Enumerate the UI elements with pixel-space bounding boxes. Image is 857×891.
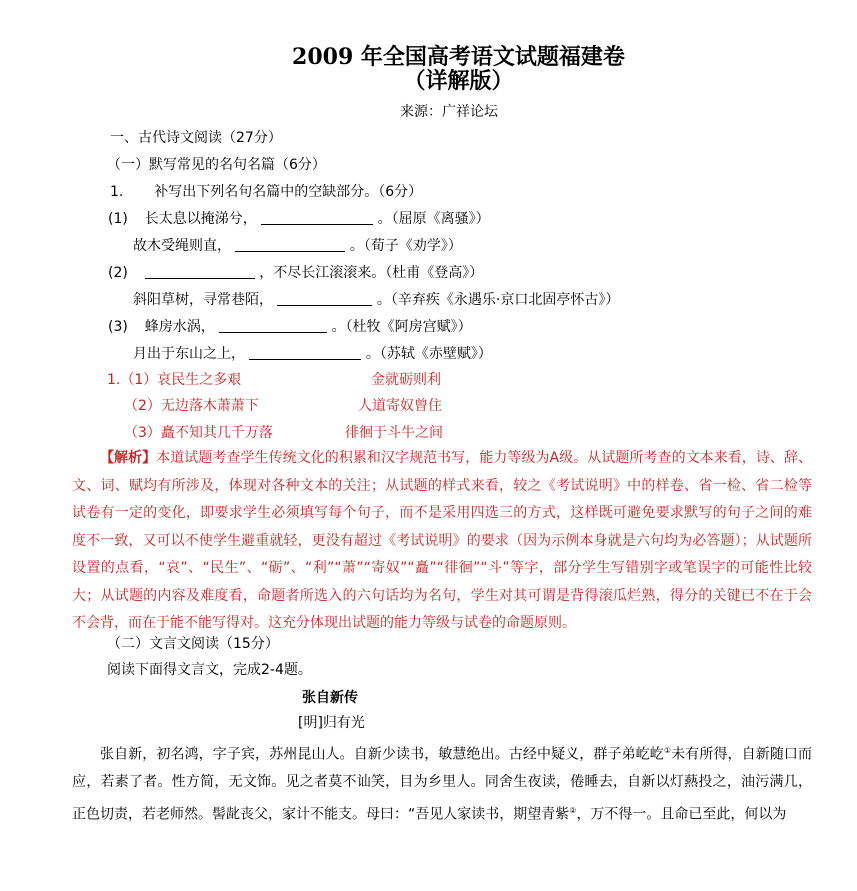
item-prefix: 月出于东山之上，	[133, 346, 245, 362]
answer-b: 金就砺则利	[371, 372, 441, 388]
answer-label: 1.（1）	[107, 372, 158, 388]
question-number: 1.	[110, 184, 124, 200]
section-heading: 一、古代诗文阅读（27分）	[110, 130, 282, 146]
answer-a: 哀民生之多艰	[157, 372, 242, 388]
part-intro: 阅读下面得文言文，完成2-4题。	[107, 662, 312, 678]
passage-text: 未有所得，自新随口而应，若素了者。性方简，无文饰。见之者莫不讪笑，目为乡里人。同舍生夜读，倦睡去，自新以灯爇投之，油污满几，正色切责，若老师然。髻龀丧父，家计不能支。母曰：“吾见人家读书，期望青紫	[72, 746, 813, 823]
item-suffix: 。（屈原《离骚》）	[377, 211, 490, 227]
answer-label: （2）	[124, 398, 161, 414]
answer-blank[interactable]	[277, 291, 372, 306]
part-heading: （一）默写常见的名句名篇（6分）	[107, 157, 326, 173]
fill-item	[108, 209, 490, 229]
item-label: (3)	[108, 319, 128, 335]
source-line: 来源：广祥论坛	[400, 104, 498, 120]
item-prefix: 斜阳草树，寻常巷陌，	[133, 292, 273, 308]
document-subtitle: （详解版）	[403, 68, 514, 94]
passage-paragraph	[72, 737, 812, 829]
analysis-paragraph	[72, 445, 812, 638]
passage-text: 张自新，初名鸿，字子宾，苏州昆山人。自新少读书，敏慧绝出。古经中疑义，群子弟屹屹	[100, 746, 664, 763]
part-heading-2: （二）文言文阅读（15分）	[107, 636, 279, 652]
answer-row	[124, 423, 273, 443]
fill-item	[133, 236, 462, 256]
footnote-marker: ①	[663, 746, 672, 755]
passage-author: [明]归有光	[298, 715, 365, 731]
analysis-text: 本道试题考查学生传统文化的积累和汉字规范书写，能力等级为A级。从试题所考查的文本来看，诗、辞、文、词、赋均有所涉及，体现对各种文本的关注；从试题的样式来看，较之《考试说明》中的样卷、省一检、省二检等试卷有一定的变化，即要求学生必须填写每个句子，而不是采用四选三的方式，这样既可避免要求默写的句子之间的难度不一致，又可以不使学生避重就轻，更没有超过《考试说明》的要求（因为示例本身就是六句均为必答题）；从试题所设置的点看，“哀”、“民生”、“砺”、“利”“萧”“寄奴”“矗”“徘徊”“斗”等字，部分学生写错别字或笔误字的可能性比较大；从试题的内容及难度看，命题者所选入的六句话均为名句，学生对其可谓是背得滚瓜烂熟，得分的关键已不在于会不会背，而在于能不能写得对。这充分体现出试题的能力等级与试卷的命题原则。	[72, 450, 813, 631]
passage-text: ，万不得一。且命已至此，何以为	[576, 806, 787, 823]
item-suffix: 。（苏轼《赤壁赋》）	[365, 346, 492, 362]
question-1	[110, 182, 422, 202]
answer-row	[107, 370, 241, 390]
answer-b: 徘徊于斗牛之间	[345, 425, 443, 441]
analysis-tag: 【解析】	[100, 450, 157, 466]
item-suffix: 。（杜牧《阿房宫赋》）	[331, 319, 472, 335]
item-label: (1)	[108, 211, 128, 227]
fill-item	[108, 317, 472, 337]
answer-a: 无边落木萧萧下	[160, 398, 259, 414]
document-title: 2009 年全国高考语文试题福建卷	[292, 44, 625, 70]
fill-item	[133, 290, 619, 310]
passage-title: 张自新传	[302, 690, 358, 706]
item-prefix: 长太息以掩涕兮，	[144, 211, 257, 227]
fill-item	[133, 344, 492, 364]
answer-blank[interactable]	[235, 237, 345, 252]
item-suffix: ，不尽长江滚滚来。（杜甫《登高》）	[259, 265, 484, 281]
answer-a: 矗不知其几千万落	[160, 425, 273, 441]
answer-b: 人道寄奴曾住	[358, 398, 442, 414]
item-label: (2)	[108, 265, 128, 281]
question-prompt: 补写出下列名句名篇中的空缺部分。（6分）	[154, 184, 423, 200]
footnote-marker: ②	[569, 805, 577, 815]
answer-label: （3）	[124, 425, 161, 441]
item-suffix: 。（辛弃疾《永遇乐·京口北固亭怀古》）	[376, 292, 620, 308]
item-prefix: 故木受绳则直，	[133, 238, 231, 254]
fill-item	[108, 263, 483, 283]
answer-row	[124, 396, 259, 416]
answer-blank[interactable]	[249, 345, 361, 360]
answer-blank[interactable]	[219, 318, 327, 333]
answer-blank[interactable]	[145, 264, 255, 279]
item-suffix: 。（荀子《劝学》）	[349, 238, 462, 254]
item-prefix: 蜂房水涡，	[144, 319, 215, 335]
answer-blank[interactable]	[261, 210, 373, 225]
